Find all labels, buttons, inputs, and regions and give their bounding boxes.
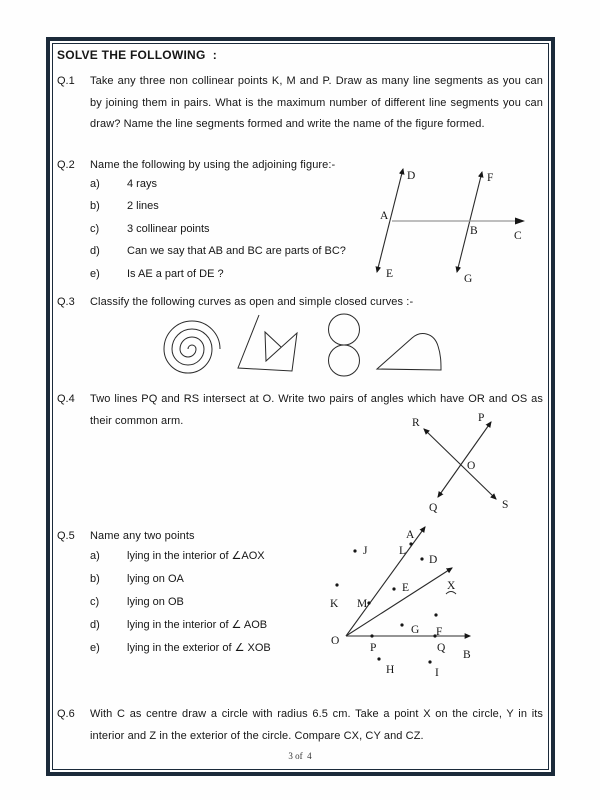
point-dot-h [377,657,380,660]
point-dot-l [409,542,412,545]
item-text: lying in the interior of ∠ AOB [127,619,268,631]
ray-oa [346,527,425,636]
q5-point-label-x: X [447,580,456,592]
top-circle-closed-curve [329,314,360,345]
q5-point-label-i: I [435,667,439,679]
question-5-item-d [90,618,267,633]
q2-point-label-a: A [380,210,389,222]
item-letter: c) [90,223,100,235]
q5-point-label-g: G [411,624,420,636]
item-letter: b) [90,573,100,585]
question-2-item-a [90,177,157,192]
zigzag-open-curve [238,315,297,371]
ray-ac-arrowhead [515,218,525,225]
page-title: SOLVE THE FOLLOWING : [57,48,217,62]
point-dot-m [367,601,370,604]
q5-point-label-d: D [429,554,438,566]
q5-point-label-q: Q [437,642,446,654]
question-4-text: Two lines PQ and RS intersect at O. Write two pairs of angles which have OR and OS as their common arm. [90,393,543,427]
hill-closed-curve [377,334,441,370]
q4-point-label-p: P [478,412,485,424]
q2-point-label-d: D [407,170,416,182]
q5-point-label-e: E [402,582,410,594]
point-dot-i [428,660,431,663]
question-5-text: Name any two points [90,530,195,542]
line-rs [424,429,496,499]
q2-point-label-b: B [470,225,478,237]
point-dot-e [392,587,395,590]
question-5-item-e [90,641,271,656]
question-2-item-e [90,267,224,282]
question-2-text: Name the following by using the adjoining figure:- [90,159,336,171]
question-2-item-d [90,244,346,259]
item-text: 2 lines [127,200,159,212]
point-dot-f [434,613,437,616]
q2-rays-lines-figure [360,158,530,288]
question-6 [57,704,543,747]
item-letter: a) [90,178,100,190]
point-dot-d [420,557,423,560]
q4-point-label-q: Q [429,502,438,514]
q5-point-label-j: J [363,545,368,557]
q4-point-label-r: R [412,417,420,429]
bottom-circle-closed-curve [329,345,360,376]
item-letter: d) [90,619,100,631]
q4-point-label-s: S [502,499,509,511]
point-dot-g [400,623,403,626]
item-letter: a) [90,550,100,562]
question-2-number: Q.2 [57,159,75,171]
q5-point-label-m: M [357,598,368,610]
item-letter: c) [90,596,100,608]
question-6-number: Q.6 [57,708,75,720]
item-text: lying in the interior of ∠AOX [127,550,265,562]
q5-point-label-l: L [399,545,407,557]
item-text: lying in the exterior of ∠ XOB [127,642,271,654]
item-letter: b) [90,200,100,212]
question-2-item-c [90,222,210,237]
q5-point-label-f: F [436,626,443,638]
question-4-number: Q.4 [57,393,75,405]
q5-point-label-h: H [386,664,395,676]
q5-angle-points-figure [322,518,482,683]
q3-curves-figure [150,305,450,380]
item-letter: e) [90,268,100,280]
q2-point-label-g: G [464,273,473,285]
item-text: 3 collinear points [127,223,210,235]
question-5-item-b [90,572,184,587]
question-1-number: Q.1 [57,75,75,87]
item-letter: d) [90,245,100,257]
point-dot-j [353,549,356,552]
q2-point-label-e: E [386,268,394,280]
question-5-number: Q.5 [57,530,75,542]
question-3-text: Classify the following curves as open and simple closed curves :- [90,296,414,308]
q5-point-label-p: P [370,642,377,654]
q5-point-label-b: B [463,649,471,661]
question-1 [57,71,543,136]
q5-point-label-o: O [331,635,340,647]
q4-intersecting-lines-figure [405,405,515,515]
item-text: lying on OA [127,573,184,585]
q5-point-label-k: K [330,598,339,610]
q5-point-label-a: A [406,529,415,541]
item-letter: e) [90,642,100,654]
q2-point-label-c: C [514,230,522,242]
question-3-number: Q.3 [57,296,75,308]
question-5-item-a [90,549,265,564]
item-text: Can we say that AB and BC are parts of BC? [127,245,346,257]
item-text: Is AE a part of DE ? [127,268,224,280]
spiral-open-curve [164,321,220,373]
q2-point-label-f: F [487,172,494,184]
point-dot-p [370,634,373,637]
point-dot-k [335,583,338,586]
item-text: 4 rays [127,178,157,190]
question-5-item-c [90,595,184,610]
question-6-text: With C as centre draw a circle with radius 6.5 cm. Take a point X on the circle, Y in its interior and Z in the exterior of the circle. Compare CX, CY and CZ. [90,708,543,742]
question-1-text: Take any three non collinear points K, M and P. Draw as many line segments as you can by joining them in pairs. What is the maximum number of different line segments you can draw? Name the line segments formed and write the name of the figure formed. [90,75,543,130]
line-fg [457,172,482,272]
page-number: 3 of 4 [288,751,312,761]
question-2-item-b [90,199,159,214]
q4-point-label-o: O [467,460,476,472]
item-text: lying on OB [127,596,184,608]
